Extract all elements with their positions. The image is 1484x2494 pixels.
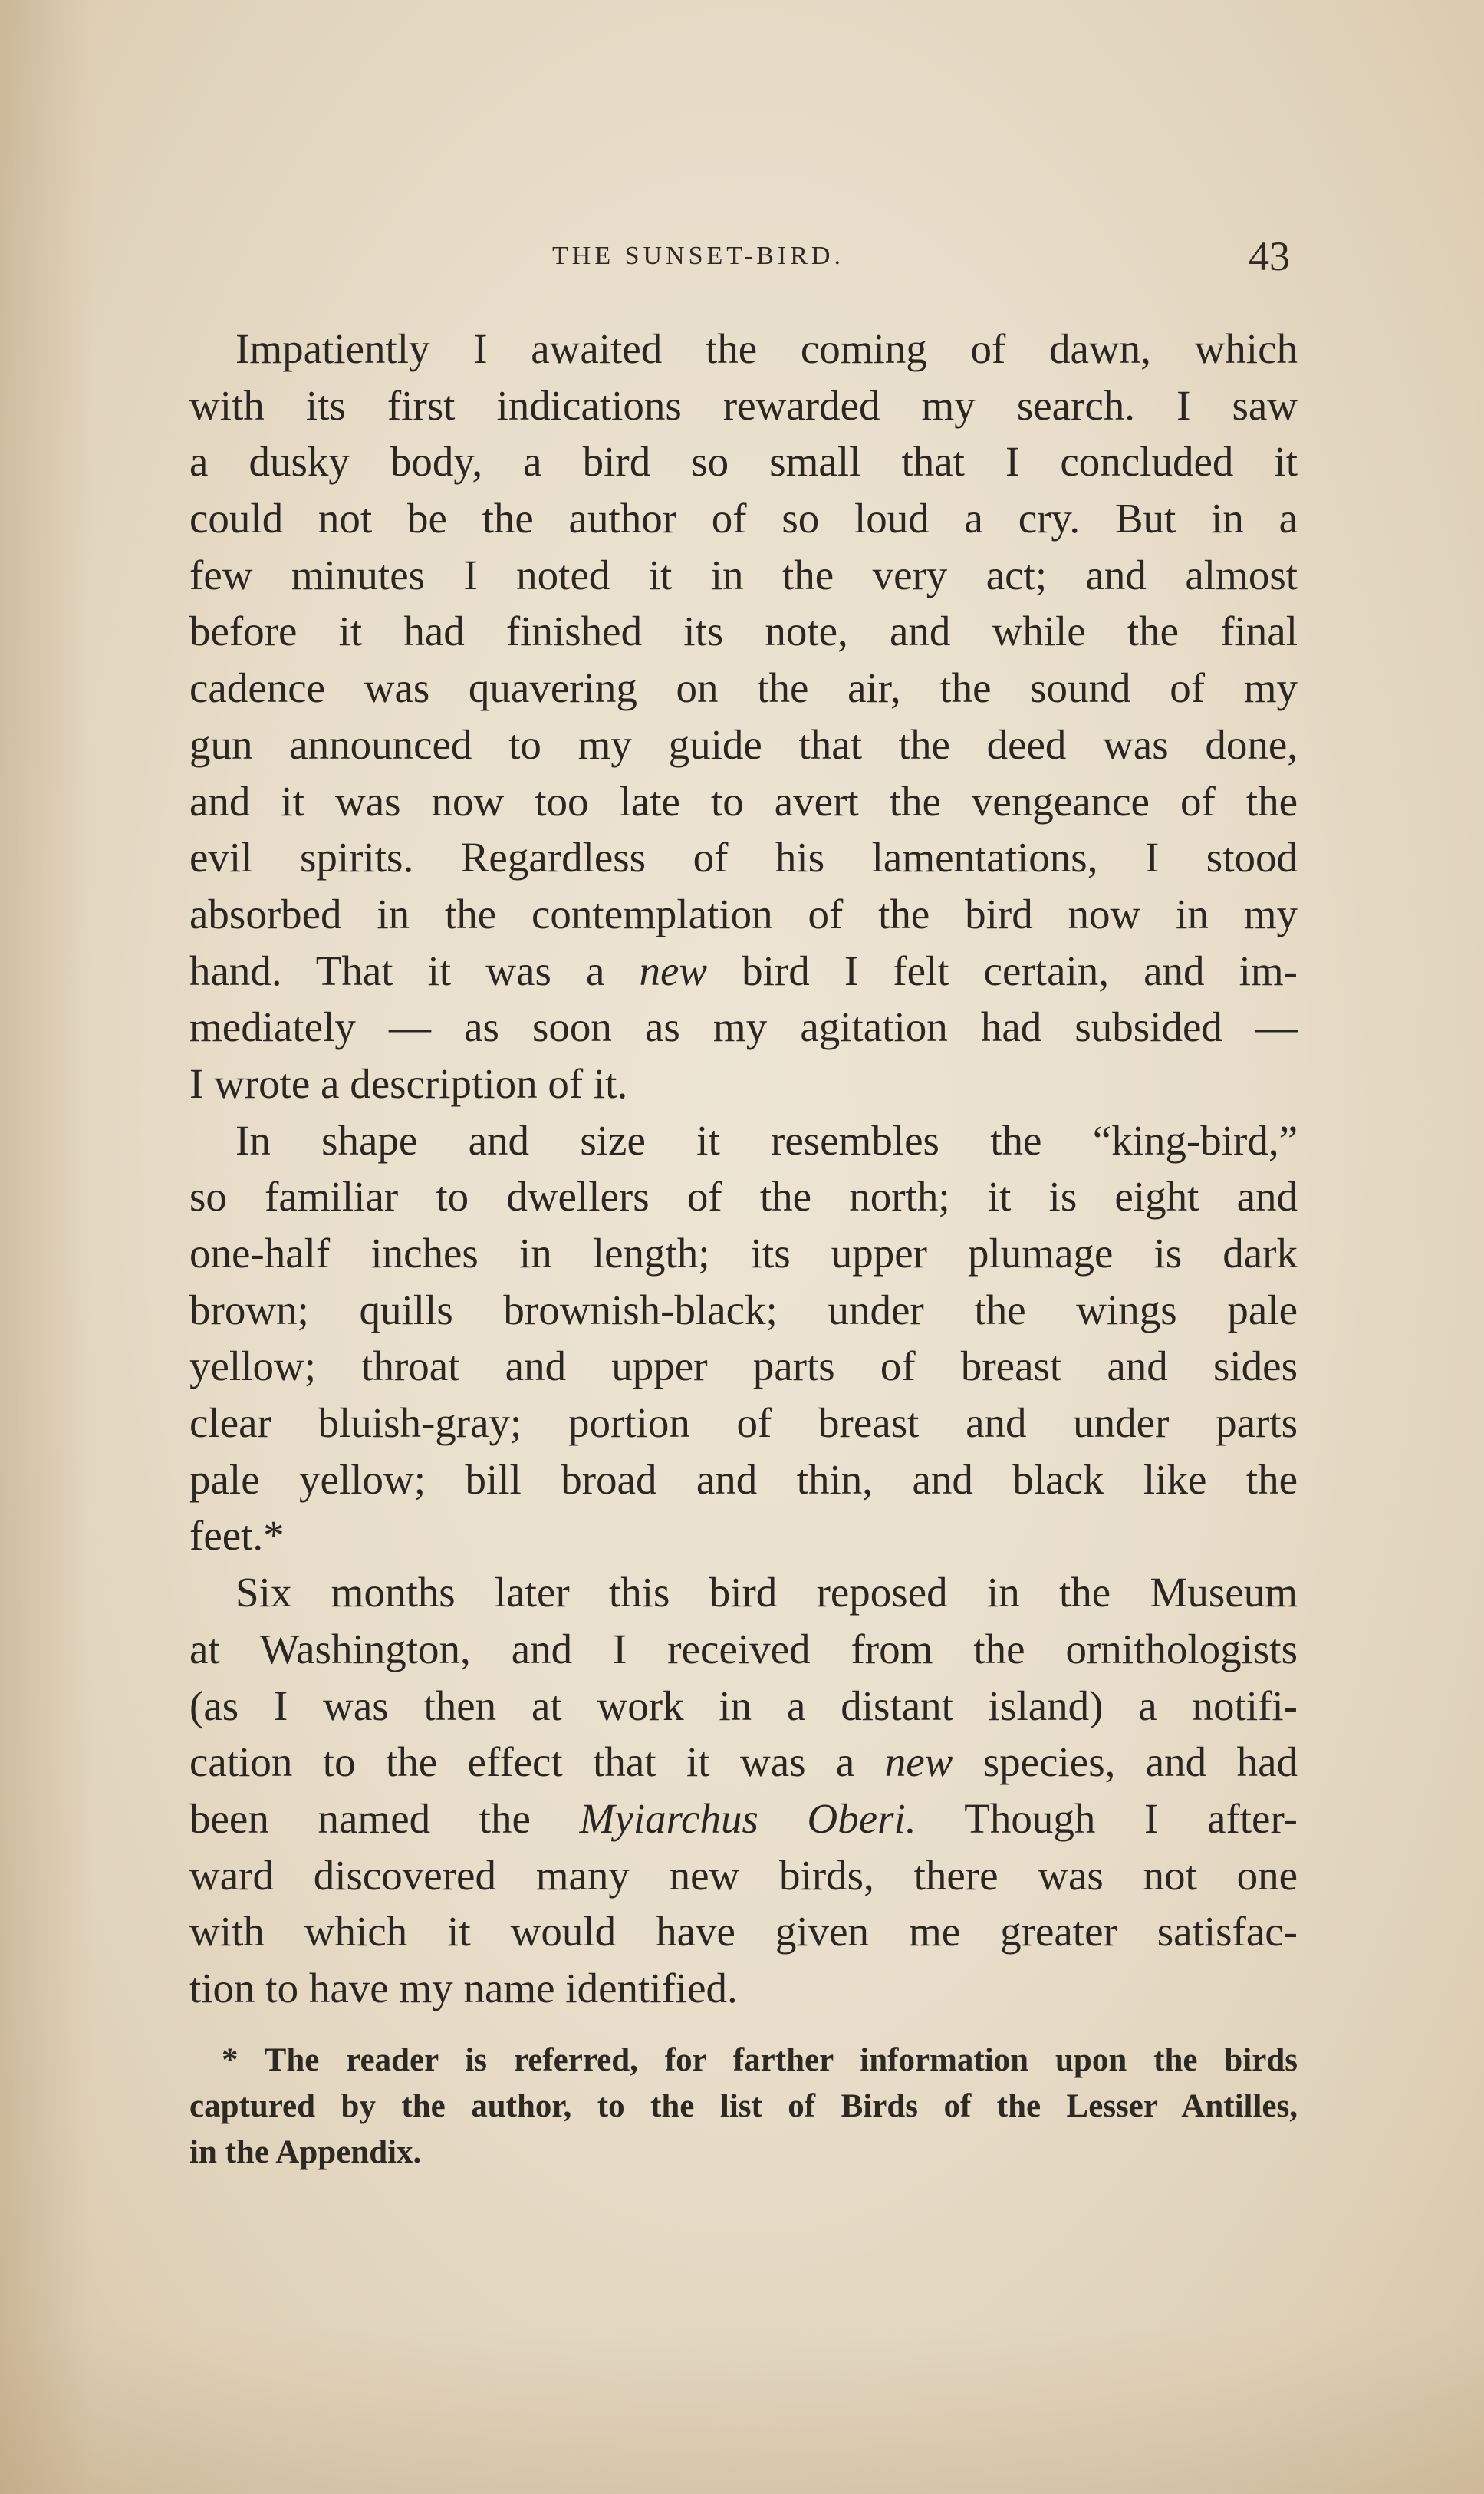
text-line: at Washington, and I received from the ornithologists xyxy=(189,1625,1298,1672)
text-line: (as I was then at work in a distant island) a notifi- xyxy=(189,1682,1298,1729)
footnote-line: in the Appendix. xyxy=(189,2134,422,2170)
body-text xyxy=(189,321,1298,2017)
text-line: I wrote a description of it. xyxy=(189,1059,628,1107)
text-line: with its first indications rewarded my search. I saw xyxy=(189,381,1298,429)
line-segment: hand. That it was a xyxy=(189,947,640,994)
text-line-with-italic xyxy=(189,1791,1298,1847)
italic-word: new xyxy=(639,947,708,994)
paragraph-2 xyxy=(189,1112,1298,1565)
italic-species-name: Myiarchus Oberi. xyxy=(579,1794,916,1842)
text-line: feet.* xyxy=(189,1512,285,1560)
paragraph-3 xyxy=(189,1564,1298,2017)
text-line: before it had finished its note, and while the final xyxy=(189,608,1298,655)
text-line: mediately — as soon as my agitation had subsided — xyxy=(189,1003,1298,1051)
text-line: Impatiently I awaited the coming of dawn, which xyxy=(235,325,1298,372)
text-line: and it was now too late to avert the vengeance of the xyxy=(189,777,1298,825)
text-line: gun announced to my guide that the deed was done, xyxy=(189,720,1298,768)
text-line: pale yellow; bill broad and thin, and black like the xyxy=(189,1455,1298,1503)
text-line: ward discovered many new birds, there was not one xyxy=(189,1851,1298,1899)
text-line-with-italic xyxy=(189,943,1298,1000)
paragraph-1 xyxy=(189,321,1298,1112)
line-segment: Though I after- xyxy=(916,1794,1298,1842)
line-segment: been named the xyxy=(189,1794,580,1842)
page-number: 43 xyxy=(1249,233,1290,279)
text-line: clear bluish-gray; portion of breast and under parts xyxy=(189,1399,1298,1447)
text-line: so familiar to dwellers of the north; it is eight and xyxy=(189,1173,1298,1221)
page-edge-shading xyxy=(0,0,92,2494)
footnote-line: captured by the author, to the list of Birds of the Lesser Antilles, xyxy=(189,2088,1298,2124)
running-title: THE SUNSET-BIRD. xyxy=(552,242,844,270)
text-line: one-half inches in length; its upper plumage is dark xyxy=(189,1230,1298,1277)
text-line: Six months later this bird reposed in the Museum xyxy=(235,1569,1298,1616)
page-header xyxy=(0,234,1484,295)
text-line: evil spirits. Regardless of his lamentations, I stood xyxy=(189,834,1298,881)
text-line: brown; quills brownish-black; under the wings pale xyxy=(189,1286,1298,1333)
text-line: with which it would have given me greater satisfac- xyxy=(189,1908,1298,1955)
text-line: In shape and size it resembles the “king-bird,” xyxy=(235,1116,1298,1164)
italic-word: new xyxy=(884,1738,953,1786)
page-bottom-shading xyxy=(0,2325,1484,2494)
footnote-line: * The reader is referred, for farther information upon the birds xyxy=(222,2042,1298,2078)
text-line: cadence was quavering on the air, the sound of my xyxy=(189,664,1298,712)
text-line: yellow; throat and upper parts of breast and sides xyxy=(189,1343,1298,1390)
text-line: a dusky body, a bird so small that I concluded it xyxy=(189,438,1298,486)
text-line: few minutes I noted it in the very act; and almost xyxy=(189,551,1298,598)
text-line-with-italic xyxy=(189,1734,1298,1791)
text-line: absorbed in the contemplation of the bird now in my xyxy=(189,890,1298,937)
footnote xyxy=(189,2038,1298,2176)
text-line: could not be the author of so loud a cry. But in a xyxy=(189,495,1298,542)
line-segment: species, and had xyxy=(953,1738,1298,1786)
line-segment: bird I felt certain, and im- xyxy=(707,947,1298,994)
line-segment: cation to the effect that it was a xyxy=(189,1738,885,1786)
text-line: tion to have my name identified. xyxy=(189,1964,738,2011)
